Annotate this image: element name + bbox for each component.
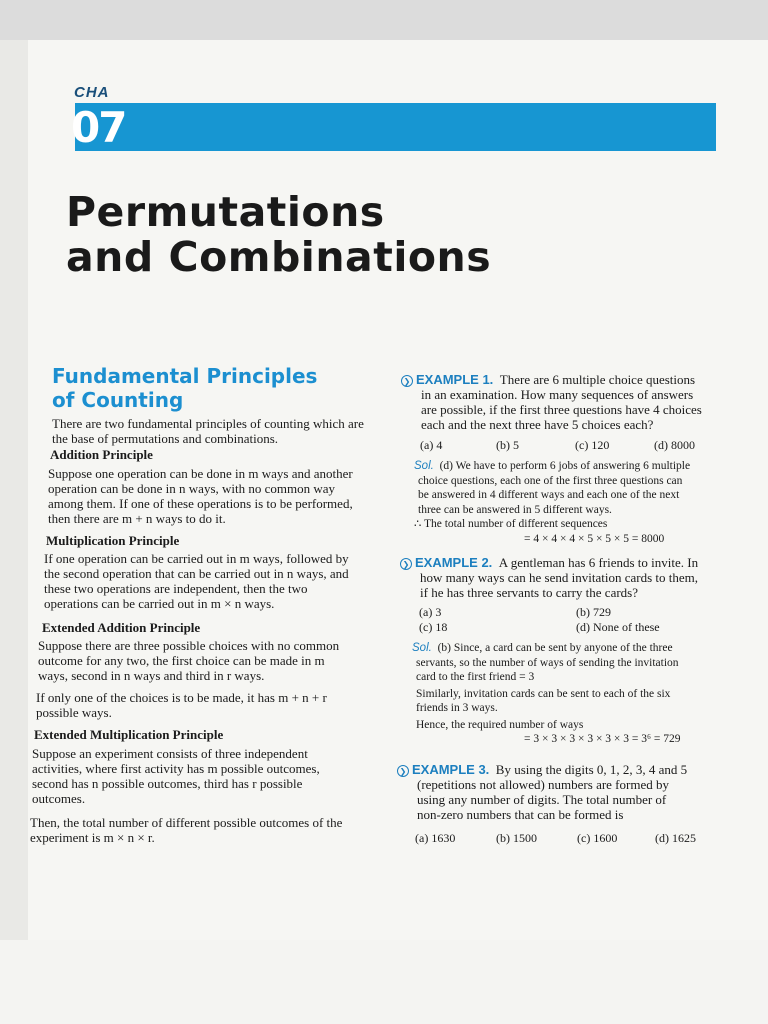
text-line: operations can be carried out in m × n ways. — [44, 596, 275, 611]
page-gutter — [0, 40, 28, 940]
text-line: if he has three servants to carry the cards? — [420, 585, 639, 601]
text-line: (d) We have to perform 6 jobs of answering 6 multiple — [439, 460, 691, 472]
text-line: By using the digits 0, 1, 2, 3, 4 and 5 — [495, 762, 688, 777]
equation-line: = 3 × 3 × 3 × 3 × 3 × 3 = 3⁶ = 729 — [524, 733, 681, 745]
example-3-label: EXAMPLE 3. — [412, 762, 490, 777]
addition-paragraph — [48, 466, 353, 526]
text-line: card to the first friend = 3 — [416, 671, 535, 683]
example-2 — [400, 555, 698, 600]
text-line: Similarly, invitation cards can be sent to each of the six — [416, 687, 671, 700]
text-line: in an examination. How many sequences of answers — [421, 387, 694, 403]
text-line: outcome for any two, the first choice can be made in m — [38, 653, 325, 668]
text-line: then there are m + n ways to do it. — [48, 511, 226, 526]
text-line: the base of permutations and combinations. — [52, 431, 279, 446]
text-line: Suppose there are three possible choices with no common — [38, 638, 340, 653]
text-line: each and the next three have 5 choices each? — [421, 417, 654, 433]
example-2-label: EXAMPLE 2. — [415, 555, 493, 570]
text-line: three can be answered in 5 different ways. — [418, 503, 612, 516]
text-line: Suppose one operation can be done in m ways and another — [48, 466, 353, 481]
option-a: (a) 4 — [420, 438, 443, 452]
extended-addition-paragraph-2 — [36, 690, 327, 720]
extended-multiplication-heading: Extended Multiplication Principle — [34, 727, 224, 742]
extended-addition-heading: Extended Addition Principle — [42, 620, 201, 635]
text-line: A gentleman has 6 friends to invite. In — [498, 555, 699, 570]
addition-heading: Addition Principle — [50, 447, 153, 462]
arrow-circle-icon: ❯ — [401, 375, 413, 387]
option-a: (a) 1630 — [415, 831, 456, 845]
text-line: Hence, the required number of ways — [416, 718, 584, 731]
bottom-margin — [0, 940, 768, 1024]
text-line: the second operation that can be carried out in n ways, and — [44, 566, 349, 581]
text-line: (repetitions not allowed) numbers are formed by — [417, 777, 669, 793]
option-b: (b) 729 — [576, 605, 611, 619]
solution-label: Sol. — [412, 642, 432, 654]
example-2-solution — [412, 641, 681, 747]
example-1 — [401, 372, 702, 432]
intro-paragraph — [52, 416, 364, 446]
extended-addition-paragraph — [38, 638, 339, 683]
equation-line: = 4 × 4 × 4 × 5 × 5 × 5 = 8000 — [524, 532, 665, 545]
solution-label: Sol. — [414, 460, 434, 472]
text-line: outcomes. — [32, 791, 86, 806]
text-line: how many ways can he send invitation cards to them, — [420, 570, 698, 586]
text-line: Suppose an experiment consists of three independent — [32, 746, 308, 761]
text-line: these two operations are independent, then the two — [44, 581, 308, 596]
section-heading — [52, 364, 317, 412]
text-line: (b) Since, a card can be sent by anyone of the three — [437, 642, 673, 654]
example-1-solution — [414, 459, 690, 546]
text-line: experiment is m × n × r. — [30, 830, 155, 845]
example-1-first-line — [401, 372, 702, 387]
text-line: second has n possible outcomes, third has r possible — [32, 776, 303, 791]
option-b: (b) 1500 — [496, 831, 537, 845]
text-line: ways, second in n ways and third in r ways. — [38, 668, 265, 683]
text-line: activities, where first activity has m possible outcomes, — [32, 761, 320, 776]
text-line: servants, so the number of ways of sending the invitation — [416, 656, 679, 669]
option-d: (d) 8000 — [654, 438, 695, 452]
arrow-circle-icon: ❯ — [400, 558, 412, 570]
text-line: If one operation can be carried out in m ways, followed by — [44, 551, 349, 566]
text-line: operation can be done in n ways, with no common way — [48, 481, 336, 496]
text-line: There are 6 multiple choice questions — [499, 372, 696, 387]
chapter-title-line1: Permutations — [66, 188, 385, 236]
chapter-banner — [75, 103, 716, 151]
option-d: (d) 1625 — [655, 831, 696, 845]
text-line: among them. If one of these operations is to be performed, — [48, 496, 353, 511]
option-c: (c) 18 — [419, 620, 448, 634]
text-line: be answered in 4 different ways and each one of the next — [418, 489, 680, 501]
option-c: (c) 120 — [575, 438, 610, 452]
text-line: ∴ The total number of different sequences — [414, 518, 608, 530]
chapter-number: 07 — [71, 103, 126, 152]
chapter-title-line2: and Combinations — [66, 233, 492, 281]
text-line: non-zero numbers that can be formed is — [417, 807, 624, 823]
multiplication-heading: Multiplication Principle — [46, 533, 180, 548]
arrow-circle-icon: ❯ — [397, 765, 409, 777]
text-line: possible ways. — [36, 705, 112, 720]
multiplication-paragraph — [44, 551, 349, 611]
chapter-label: CHA — [74, 84, 110, 101]
example-3 — [397, 762, 687, 822]
option-c: (c) 1600 — [577, 831, 618, 845]
extended-multiplication-paragraph-2 — [30, 815, 342, 845]
extended-multiplication-paragraph — [32, 746, 320, 806]
example-2-first-line — [400, 555, 698, 570]
text-line: using any number of digits. The total number of — [417, 792, 667, 808]
section-heading-line2: of Counting — [52, 388, 184, 412]
option-d: (d) None of these — [576, 620, 660, 634]
option-a: (a) 3 — [419, 605, 442, 619]
example-3-first-line — [397, 762, 687, 777]
text-line: friends in 3 ways. — [416, 702, 498, 714]
text-line: are possible, if the first three questions have 4 choices — [421, 402, 702, 418]
option-b: (b) 5 — [496, 438, 519, 452]
text-line: choice questions, each one of the first three questions can — [418, 474, 683, 487]
text-line: There are two fundamental principles of counting which are — [52, 416, 364, 431]
example-1-label: EXAMPLE 1. — [416, 372, 494, 387]
text-line: Then, the total number of different possible outcomes of the — [30, 815, 343, 830]
section-heading-line1: Fundamental Principles — [52, 364, 318, 388]
text-line: If only one of the choices is to be made, it has m + n + r — [36, 690, 327, 705]
